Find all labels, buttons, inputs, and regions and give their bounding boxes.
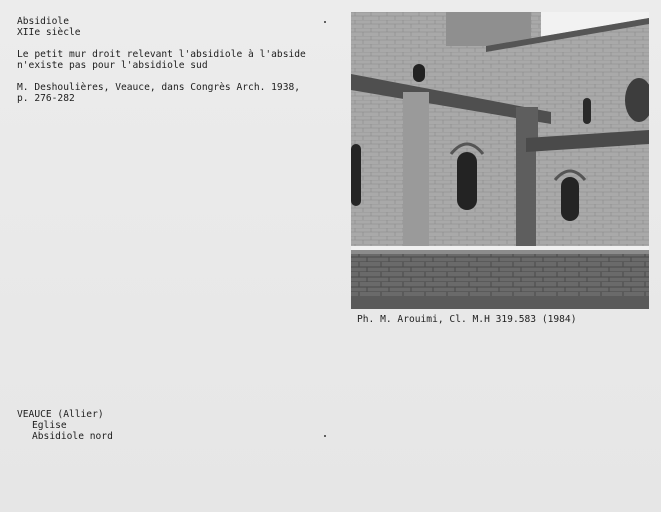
- place-label: VEAUCE (Allier): [17, 409, 104, 420]
- note-line-2: n'existe pas pour l'absidiole sud: [17, 60, 208, 71]
- photo-illustration: [351, 12, 649, 309]
- marker-dot: [324, 21, 326, 23]
- note-line-1: Le petit mur droit relevant l'absidiole à l'abside: [17, 49, 306, 60]
- photo-credit: Ph. M. Arouimi, Cl. M.H 319.583 (1984): [357, 314, 577, 325]
- marker-dot: [324, 435, 326, 437]
- reference-line-1: M. Deshoulières, Veauce, dans Congrès Arch. 1938,: [17, 82, 301, 93]
- type-label: Absidiole: [17, 16, 69, 27]
- century-label: XIIe siècle: [17, 27, 81, 38]
- part-label: Absidiole nord: [32, 431, 113, 442]
- building-label: Eglise: [32, 420, 67, 431]
- church-apse-photo: [351, 12, 649, 309]
- reference-line-2: p. 276-282: [17, 93, 75, 104]
